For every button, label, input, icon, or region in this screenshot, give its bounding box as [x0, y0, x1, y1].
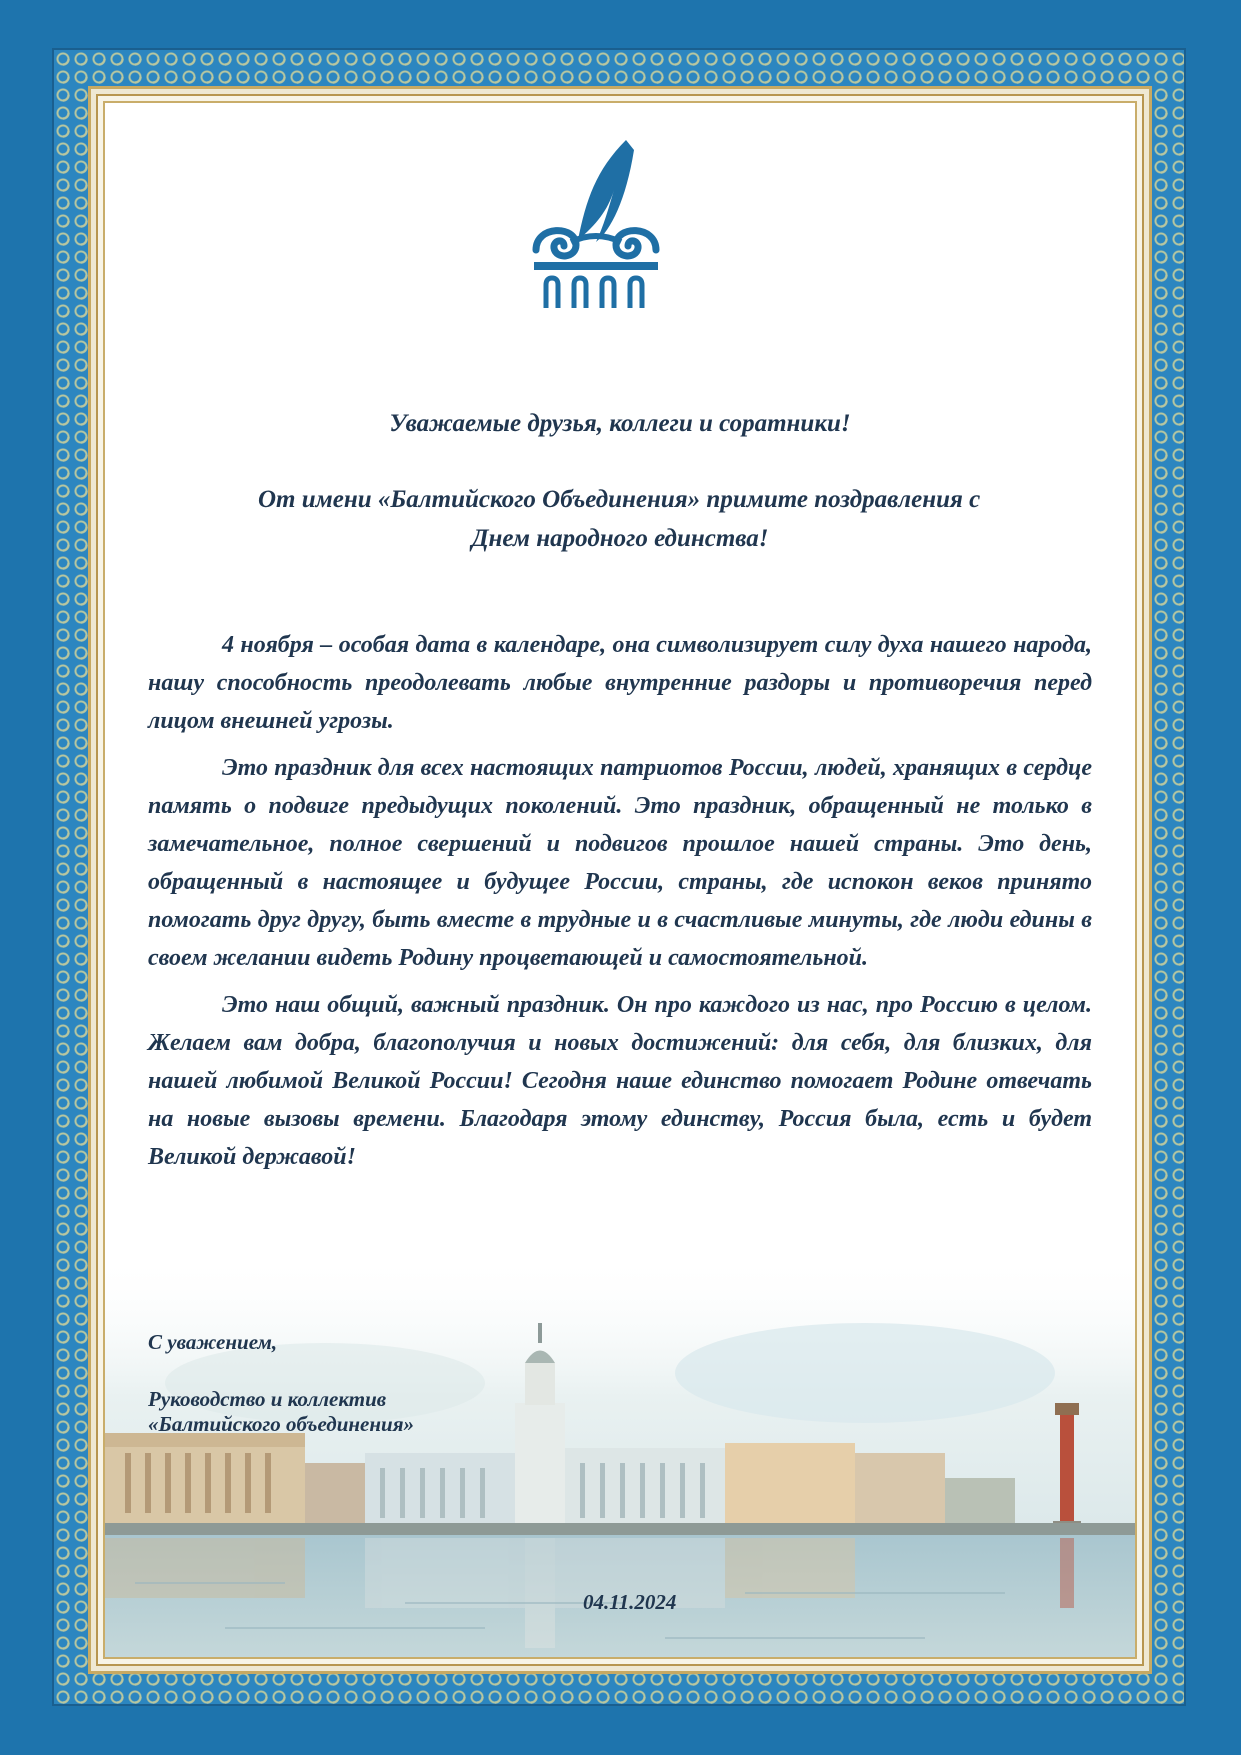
- signature-line-1: Руководство и коллектив: [148, 1387, 387, 1411]
- paragraph-2: Это праздник для всех настоящих патриотов России, людей, хранящих в сердце память о подвиге предыдущих поколений. Это праздник, обращенный не только в замечательное, полное свершений и подвигов прошлое нашей страны. Это день, обращенный в настоящее и будущее России, страны, где испокон веков принято помогать друг другу, быть вместе в трудные и в счастливые минуты, где люди едины в своем желании видеть Родину процветающей и самостоятельной.: [148, 755, 1092, 971]
- greeting-heading: Уважаемые друзья, коллеги и соратники!: [389, 410, 851, 437]
- signature-block: [148, 1387, 414, 1437]
- paragraph-1: 4 ноября – особая дата в календаре, она символизирует силу духа нашего народа, нашу способность преодолевать любые внутренние раздоры и противоречия перед лицом внешней угрозы.: [148, 632, 1092, 734]
- closing-text: С уважением,: [148, 1330, 278, 1354]
- letter-body: [148, 626, 1092, 1185]
- signature-line-2: «Балтийского объединения»: [148, 1412, 415, 1436]
- logo-emblem-icon: [516, 130, 676, 320]
- letter-date: 04.11.2024: [583, 1590, 677, 1614]
- paragraph-3: Это наш общий, важный праздник. Он про каждого из нас, про Россию в целом. Желаем вам добра, благополучия и новых достижений: для себя, для близких, для нашей любимой Великой России! Сегодня наше единство помогает Родине отвечать на новые вызовы времени. Благодаря этому единству, Россия была, есть и будет Великой державой!: [148, 992, 1092, 1170]
- intro-line-1: От имени «Балтийского Объединения» примите поздравления с: [258, 486, 981, 513]
- intro-line-2: Днем народного единства!: [471, 525, 769, 552]
